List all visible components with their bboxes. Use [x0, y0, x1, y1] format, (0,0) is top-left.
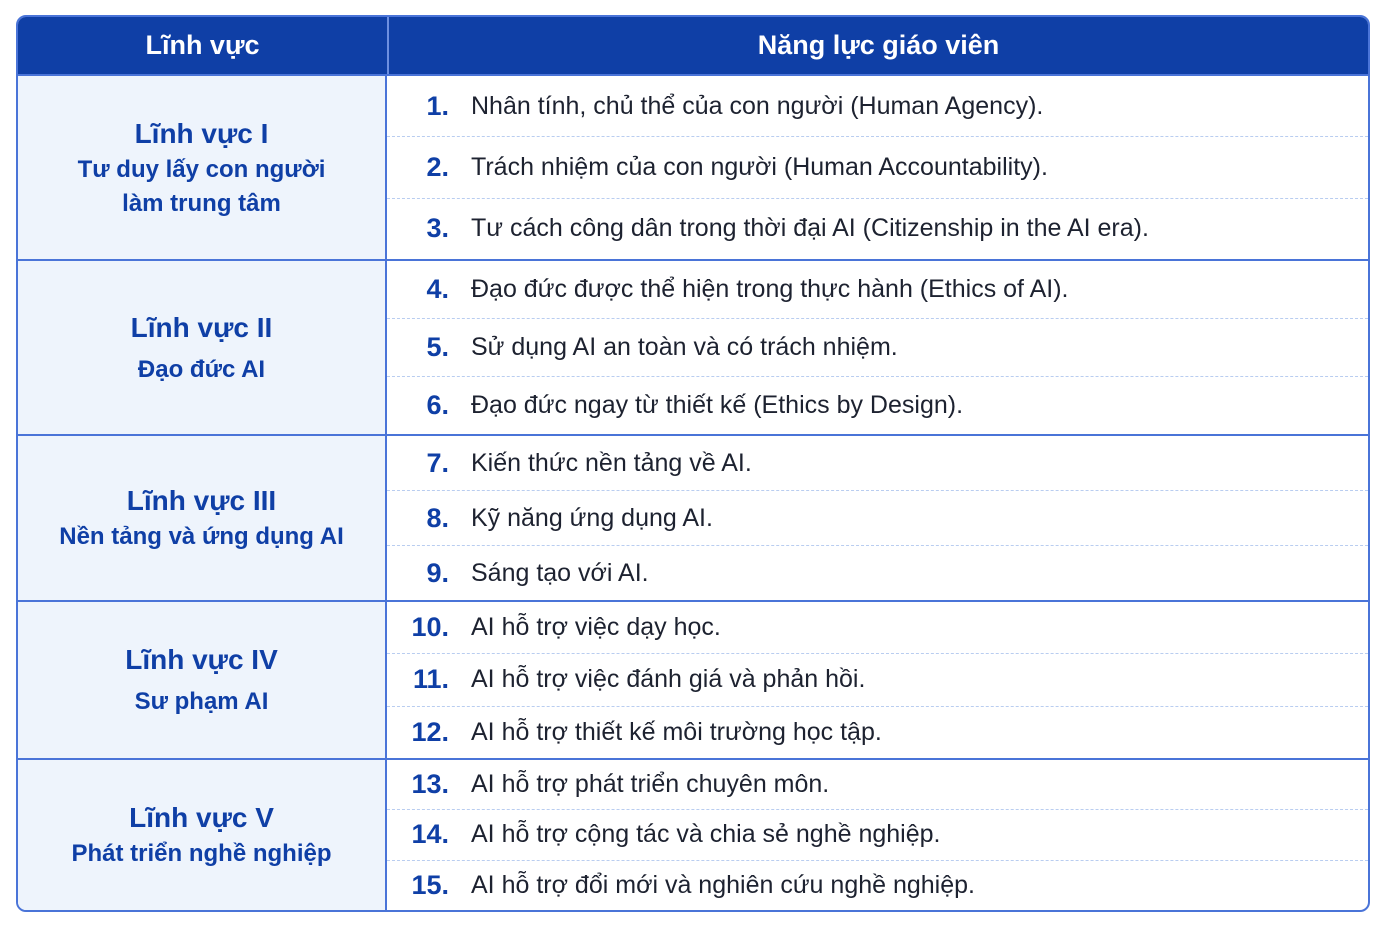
- domain-cell-5: [18, 760, 387, 910]
- domain-subtitle: Sư phạm AI: [134, 688, 269, 715]
- competency-text: Sáng tạo với AI.: [471, 558, 649, 587]
- domain-title: Lĩnh vực IV: [125, 644, 278, 675]
- competency-list: [387, 602, 1368, 758]
- competency-text: Trách nhiệm của con người (Human Accountability).: [471, 152, 1048, 181]
- competency-number: 4.: [426, 274, 449, 304]
- competency-number: 8.: [426, 502, 449, 533]
- competency-row: [387, 546, 1368, 600]
- competency-text: Sử dụng AI an toàn và có trách nhiệm.: [471, 333, 898, 361]
- domain-subtitle: Nền tảng và ứng dụng AI: [59, 523, 344, 550]
- competency-number: 14.: [411, 819, 449, 850]
- competency-list: [387, 760, 1368, 910]
- domain-group-5: [18, 758, 1368, 910]
- domain-subtitle: Phát triển nghề nghiệp: [71, 840, 332, 867]
- domain-title: Lĩnh vực II: [130, 311, 273, 343]
- competency-row: [387, 137, 1368, 198]
- competency-number: 10.: [411, 612, 449, 643]
- competency-text: AI hỗ trợ việc dạy học.: [471, 613, 721, 642]
- competency-row: [387, 491, 1368, 546]
- domain-group-2: [18, 259, 1368, 434]
- domain-cell-4: [18, 602, 387, 758]
- domain-cell-2: [18, 261, 387, 434]
- competency-row: [387, 760, 1368, 810]
- competency-list: [387, 76, 1368, 259]
- competency-row: [387, 377, 1368, 434]
- competency-number: 6.: [426, 390, 449, 420]
- competency-number: 9.: [426, 557, 449, 588]
- competency-row: [387, 261, 1368, 319]
- competency-row: [387, 602, 1368, 654]
- domain-title: Lĩnh vực I: [134, 117, 269, 149]
- domain-cell-3: [18, 436, 387, 600]
- domain-group-4: [18, 600, 1368, 758]
- domain-title: Lĩnh vực III: [126, 485, 277, 516]
- competency-row: [387, 319, 1368, 377]
- competency-number: 2.: [426, 151, 449, 182]
- competency-text: Tư cách công dân trong thời đại AI (Citizenship in the AI era).: [471, 214, 1149, 243]
- header-domain: Lĩnh vực: [18, 17, 389, 74]
- competency-text: Nhân tính, chủ thể của con người (Human Agency).: [471, 91, 1044, 120]
- domain-cell-1: [18, 76, 387, 259]
- competency-row: [387, 810, 1368, 860]
- competency-row: [387, 76, 1368, 137]
- competency-row: [387, 707, 1368, 758]
- competency-number: 7.: [426, 447, 449, 478]
- competency-text: AI hỗ trợ cộng tác và chia sẻ nghề nghiệp.: [471, 820, 941, 849]
- competency-number: 12.: [411, 716, 449, 747]
- competency-list: [387, 436, 1368, 600]
- competency-text: Đạo đức được thể hiện trong thực hành (Ethics of AI).: [471, 275, 1069, 303]
- competency-text: AI hỗ trợ việc đánh giá và phản hồi.: [471, 665, 866, 694]
- competency-text: Đạo đức ngay từ thiết kế (Ethics by Design).: [471, 391, 964, 419]
- competency-text: Kỹ năng ứng dụng AI.: [471, 503, 713, 532]
- competency-number: 5.: [426, 332, 449, 362]
- table-header: [18, 17, 1368, 74]
- domain-subtitle: làm trung tâm: [122, 189, 281, 217]
- domain-subtitle: Đạo đức AI: [137, 355, 266, 383]
- header-competency: Năng lực giáo viên: [757, 30, 1000, 60]
- competency-list: [387, 261, 1368, 434]
- competency-row: [387, 199, 1368, 259]
- domain-group-1: [18, 74, 1368, 259]
- domain-subtitle: Tư duy lấy con người: [77, 155, 326, 183]
- competency-number: 11.: [412, 664, 449, 695]
- competency-table: [16, 15, 1370, 912]
- competency-text: AI hỗ trợ thiết kế môi trường học tập.: [471, 717, 882, 746]
- competency-row: [387, 654, 1368, 706]
- competency-row: [387, 436, 1368, 491]
- domain-title: Lĩnh vực V: [129, 802, 274, 833]
- domain-group-3: [18, 434, 1368, 600]
- competency-text: AI hỗ trợ phát triển chuyên môn.: [471, 770, 830, 799]
- competency-number: 3.: [426, 213, 449, 244]
- competency-number: 15.: [411, 869, 449, 900]
- competency-text: Kiến thức nền tảng về AI.: [471, 448, 752, 477]
- competency-number: 1.: [426, 90, 449, 121]
- competency-number: 13.: [411, 769, 449, 800]
- competency-row: [387, 861, 1368, 910]
- competency-text: AI hỗ trợ đổi mới và nghiên cứu nghề nghiệp.: [471, 870, 975, 899]
